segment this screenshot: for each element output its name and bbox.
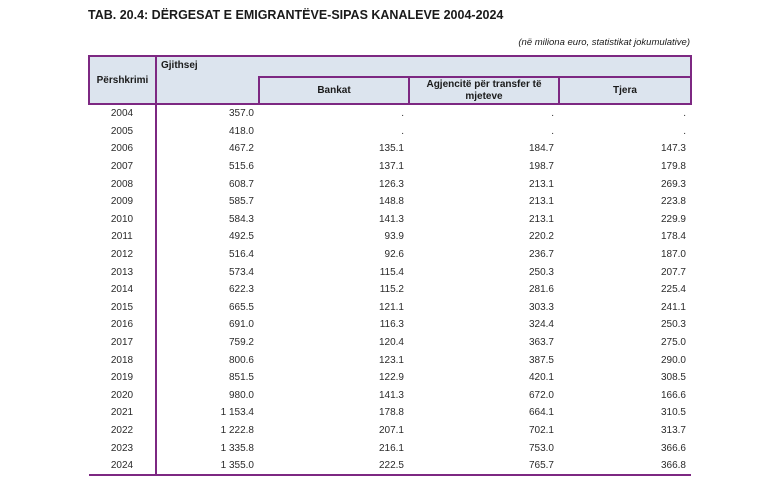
value-cell: 198.7 bbox=[409, 158, 559, 176]
value-cell: 225.4 bbox=[559, 281, 691, 299]
year-cell: 2022 bbox=[89, 422, 156, 440]
value-cell: 92.6 bbox=[259, 246, 409, 264]
value-cell: 250.3 bbox=[559, 316, 691, 334]
value-cell: 229.9 bbox=[559, 211, 691, 229]
value-cell: 1 335.8 bbox=[156, 439, 259, 457]
value-cell: 179.8 bbox=[559, 158, 691, 176]
value-cell: 236.7 bbox=[409, 246, 559, 264]
table-row bbox=[89, 422, 691, 440]
value-cell: 213.1 bbox=[409, 175, 559, 193]
table-row bbox=[89, 316, 691, 334]
value-cell: 420.1 bbox=[409, 369, 559, 387]
year-cell: 2023 bbox=[89, 439, 156, 457]
value-cell: 691.0 bbox=[156, 316, 259, 334]
value-cell: 765.7 bbox=[409, 457, 559, 476]
value-cell: 207.7 bbox=[559, 263, 691, 281]
value-cell: 178.4 bbox=[559, 228, 691, 246]
value-cell: 672.0 bbox=[409, 387, 559, 405]
value-cell: 357.0 bbox=[156, 104, 259, 123]
value-cell: 467.2 bbox=[156, 140, 259, 158]
value-cell: 1 222.8 bbox=[156, 422, 259, 440]
value-cell: 281.6 bbox=[409, 281, 559, 299]
year-cell: 2017 bbox=[89, 334, 156, 352]
value-cell: 223.8 bbox=[559, 193, 691, 211]
table-row bbox=[89, 123, 691, 141]
column-header-pershkrimi: Përshkrimi bbox=[89, 56, 156, 104]
value-cell: 313.7 bbox=[559, 422, 691, 440]
year-cell: 2010 bbox=[89, 211, 156, 229]
value-cell: 516.4 bbox=[156, 246, 259, 264]
year-cell: 2008 bbox=[89, 175, 156, 193]
year-cell: 2021 bbox=[89, 404, 156, 422]
value-cell: 250.3 bbox=[409, 263, 559, 281]
value-cell: 141.3 bbox=[259, 211, 409, 229]
value-cell: 269.3 bbox=[559, 175, 691, 193]
value-cell: 135.1 bbox=[259, 140, 409, 158]
year-cell: 2014 bbox=[89, 281, 156, 299]
table-body bbox=[89, 104, 691, 475]
value-cell: 213.1 bbox=[409, 193, 559, 211]
value-cell: 366.8 bbox=[559, 457, 691, 476]
value-cell: 241.1 bbox=[559, 299, 691, 317]
year-cell: 2009 bbox=[89, 193, 156, 211]
table-row bbox=[89, 175, 691, 193]
value-cell: . bbox=[259, 104, 409, 123]
value-cell: 122.9 bbox=[259, 369, 409, 387]
value-cell: 141.3 bbox=[259, 387, 409, 405]
value-cell: 418.0 bbox=[156, 123, 259, 141]
value-cell: 1 153.4 bbox=[156, 404, 259, 422]
column-header-bankat: Bankat bbox=[259, 77, 409, 104]
table-row bbox=[89, 457, 691, 476]
table-row bbox=[89, 263, 691, 281]
value-cell: 126.3 bbox=[259, 175, 409, 193]
value-cell: 148.8 bbox=[259, 193, 409, 211]
value-cell: 184.7 bbox=[409, 140, 559, 158]
value-cell: 166.6 bbox=[559, 387, 691, 405]
value-cell: . bbox=[409, 123, 559, 141]
table-header bbox=[89, 56, 691, 104]
value-cell: 123.1 bbox=[259, 351, 409, 369]
value-cell: . bbox=[559, 123, 691, 141]
table-row bbox=[89, 228, 691, 246]
value-cell: . bbox=[409, 104, 559, 123]
remittances-table bbox=[88, 55, 692, 476]
year-cell: 2011 bbox=[89, 228, 156, 246]
value-cell: 665.5 bbox=[156, 299, 259, 317]
unit-note: (në miliona euro, statistikat jokumulative) bbox=[518, 37, 690, 48]
year-cell: 2024 bbox=[89, 457, 156, 476]
value-cell: 308.5 bbox=[559, 369, 691, 387]
value-cell: 622.3 bbox=[156, 281, 259, 299]
header-gap-cell bbox=[156, 77, 259, 104]
value-cell: 187.0 bbox=[559, 246, 691, 264]
value-cell: 137.1 bbox=[259, 158, 409, 176]
value-cell: 207.1 bbox=[259, 422, 409, 440]
table-row bbox=[89, 351, 691, 369]
value-cell: 275.0 bbox=[559, 334, 691, 352]
value-cell: 366.6 bbox=[559, 439, 691, 457]
table-row bbox=[89, 211, 691, 229]
year-cell: 2015 bbox=[89, 299, 156, 317]
year-cell: 2012 bbox=[89, 246, 156, 264]
table-row bbox=[89, 104, 691, 123]
value-cell: 492.5 bbox=[156, 228, 259, 246]
value-cell: 290.0 bbox=[559, 351, 691, 369]
year-cell: 2004 bbox=[89, 104, 156, 123]
value-cell: 387.5 bbox=[409, 351, 559, 369]
value-cell: 310.5 bbox=[559, 404, 691, 422]
value-cell: 115.2 bbox=[259, 281, 409, 299]
year-cell: 2005 bbox=[89, 123, 156, 141]
value-cell: 213.1 bbox=[409, 211, 559, 229]
value-cell: 216.1 bbox=[259, 439, 409, 457]
value-cell: 220.2 bbox=[409, 228, 559, 246]
year-cell: 2006 bbox=[89, 140, 156, 158]
year-cell: 2018 bbox=[89, 351, 156, 369]
value-cell: 121.1 bbox=[259, 299, 409, 317]
value-cell: 363.7 bbox=[409, 334, 559, 352]
column-header-tjera: Tjera bbox=[559, 77, 691, 104]
header-row-top bbox=[89, 56, 691, 77]
table-row bbox=[89, 369, 691, 387]
year-cell: 2016 bbox=[89, 316, 156, 334]
year-cell: 2020 bbox=[89, 387, 156, 405]
year-cell: 2019 bbox=[89, 369, 156, 387]
value-cell: 93.9 bbox=[259, 228, 409, 246]
table-row bbox=[89, 246, 691, 264]
value-cell: 753.0 bbox=[409, 439, 559, 457]
value-cell: 515.6 bbox=[156, 158, 259, 176]
table-row bbox=[89, 334, 691, 352]
year-cell: 2007 bbox=[89, 158, 156, 176]
value-cell: 584.3 bbox=[156, 211, 259, 229]
value-cell: 585.7 bbox=[156, 193, 259, 211]
value-cell: 1 355.0 bbox=[156, 457, 259, 476]
value-cell: 980.0 bbox=[156, 387, 259, 405]
table-row bbox=[89, 439, 691, 457]
table-row bbox=[89, 140, 691, 158]
year-cell: 2013 bbox=[89, 263, 156, 281]
table-row bbox=[89, 158, 691, 176]
value-cell: 759.2 bbox=[156, 334, 259, 352]
table-row bbox=[89, 281, 691, 299]
value-cell: 147.3 bbox=[559, 140, 691, 158]
value-cell: 800.6 bbox=[156, 351, 259, 369]
column-header-agjencite: Agjencitë për transfer të mjeteve bbox=[409, 77, 559, 104]
value-cell: 120.4 bbox=[259, 334, 409, 352]
value-cell: 303.3 bbox=[409, 299, 559, 317]
value-cell: 608.7 bbox=[156, 175, 259, 193]
table-row bbox=[89, 299, 691, 317]
value-cell: 178.8 bbox=[259, 404, 409, 422]
value-cell: 222.5 bbox=[259, 457, 409, 476]
value-cell: 664.1 bbox=[409, 404, 559, 422]
column-header-gjithsej: Gjithsej bbox=[156, 56, 691, 77]
table-row bbox=[89, 193, 691, 211]
value-cell: . bbox=[259, 123, 409, 141]
value-cell: 324.4 bbox=[409, 316, 559, 334]
value-cell: 115.4 bbox=[259, 263, 409, 281]
value-cell: 851.5 bbox=[156, 369, 259, 387]
value-cell: 573.4 bbox=[156, 263, 259, 281]
value-cell: 116.3 bbox=[259, 316, 409, 334]
header-row-sub bbox=[89, 77, 691, 104]
table-row bbox=[89, 404, 691, 422]
table-row bbox=[89, 387, 691, 405]
table-title: TAB. 20.4: DËRGESAT E EMIGRANTËVE-SIPAS KANALEVE 2004-2024 bbox=[88, 8, 504, 22]
value-cell: 702.1 bbox=[409, 422, 559, 440]
value-cell: . bbox=[559, 104, 691, 123]
